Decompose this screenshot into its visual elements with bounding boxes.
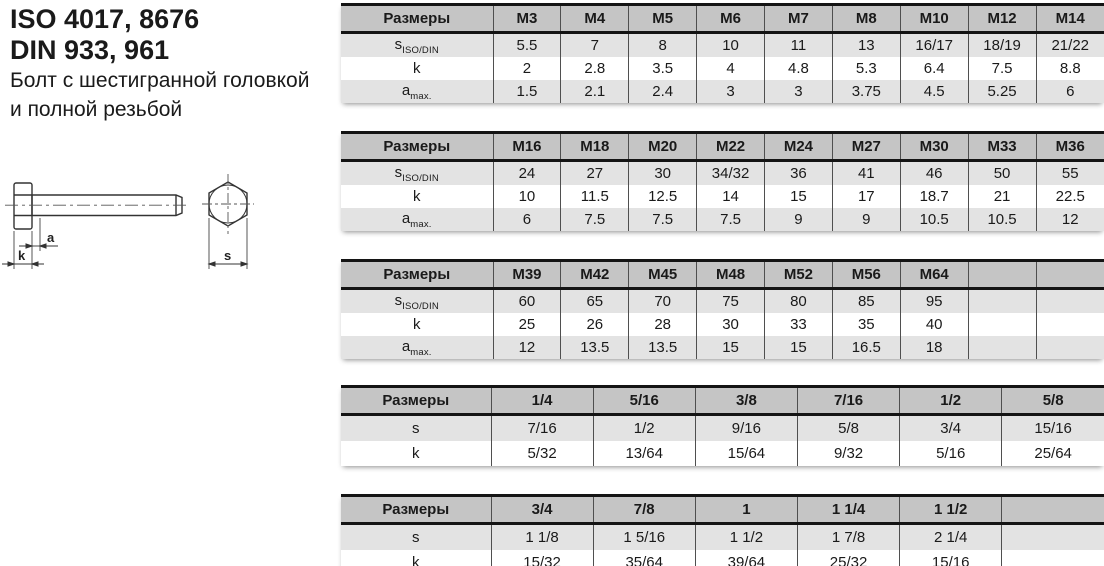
table-cell: 3 — [765, 80, 833, 103]
table-cell: 6 — [493, 208, 561, 231]
table-cell: 3.5 — [629, 57, 697, 80]
table-cell: 6.4 — [900, 57, 968, 80]
table-header-row — [341, 261, 1104, 289]
table-cell: 13.5 — [629, 336, 697, 359]
size-column-header: M48 — [697, 261, 765, 289]
table-cell: 17 — [832, 185, 900, 208]
row-label-s: $s_{ISO/DIN}$ — [341, 161, 493, 186]
table-metric-1 — [341, 3, 1104, 103]
table-cell — [1036, 289, 1104, 314]
table-cell: 25 — [493, 313, 561, 336]
table-cell: 1.5 — [493, 80, 561, 103]
size-column-header: M52 — [765, 261, 833, 289]
bolt-head-side — [14, 183, 32, 229]
table-cell: 13/64 — [593, 441, 695, 466]
table-cell: 13.5 — [561, 336, 629, 359]
size-column-header: M30 — [900, 133, 968, 161]
sizes-header-cell: Размеры — [341, 387, 491, 415]
table-cell: 9/16 — [695, 415, 797, 442]
table-cell: 2 — [493, 57, 561, 80]
row-label-a: $a_{max.}$ — [341, 208, 493, 231]
table-inch-1 — [341, 385, 1104, 466]
table-cell: 50 — [968, 161, 1036, 186]
table-metric-3 — [341, 259, 1104, 359]
table-cell: 7.5 — [629, 208, 697, 231]
size-column-header: 3/4 — [491, 496, 593, 524]
size-column-header: M27 — [832, 133, 900, 161]
size-column-header: M22 — [697, 133, 765, 161]
table-cell: 16.5 — [832, 336, 900, 359]
table-header-row — [341, 5, 1104, 33]
row-label-a: $a_{max.}$ — [341, 336, 493, 359]
table-cell: 2 1/4 — [900, 524, 1002, 551]
size-column-header — [1002, 496, 1104, 524]
row-label-k: k — [341, 313, 493, 336]
size-column-header: 1/2 — [900, 387, 1002, 415]
table-cell: 3/4 — [900, 415, 1002, 442]
table-cell: 18.7 — [900, 185, 968, 208]
standard-din-title: DIN 933, 961 — [10, 35, 170, 65]
table-cell: 16/17 — [900, 33, 968, 58]
table-cell: 5.3 — [832, 57, 900, 80]
table-cell: 4 — [697, 57, 765, 80]
table-cell: 35 — [832, 313, 900, 336]
table-cell: 2.8 — [561, 57, 629, 80]
table-cell: 30 — [697, 313, 765, 336]
table-row-s — [341, 524, 1104, 551]
size-column-header: M20 — [629, 133, 697, 161]
table-cell: 46 — [900, 161, 968, 186]
size-column-header: M33 — [968, 133, 1036, 161]
dimension-table-inch-2 — [341, 494, 1104, 566]
table-cell: 12 — [493, 336, 561, 359]
row-label-k: k — [341, 185, 493, 208]
table-cell: 65 — [561, 289, 629, 314]
table-row-a — [341, 336, 1104, 359]
table-cell: 9/32 — [797, 441, 899, 466]
bolt-drawing-svg — [0, 166, 270, 278]
table-cell: 2.1 — [561, 80, 629, 103]
table-cell: 24 — [493, 161, 561, 186]
table-cell: 75 — [697, 289, 765, 314]
size-column-header: M64 — [900, 261, 968, 289]
table-cell: 15 — [765, 185, 833, 208]
table-cell: 18 — [900, 336, 968, 359]
row-label-s: s — [341, 524, 491, 551]
table-header-row — [341, 133, 1104, 161]
table-cell: 6 — [1036, 80, 1104, 103]
table-cell: 21 — [968, 185, 1036, 208]
dimension-table-inch-1 — [341, 385, 1104, 466]
size-column-header: M14 — [1036, 5, 1104, 33]
table-cell: 85 — [832, 289, 900, 314]
sizes-header-cell: Размеры — [341, 133, 493, 161]
table-row-s — [341, 33, 1104, 58]
table-cell: 15/16 — [1002, 415, 1104, 442]
table-cell: 33 — [765, 313, 833, 336]
table-row-k — [341, 185, 1104, 208]
table-cell: 7.5 — [697, 208, 765, 231]
table-cell: 15/64 — [695, 441, 797, 466]
table-cell: 21/22 — [1036, 33, 1104, 58]
table-cell: 28 — [629, 313, 697, 336]
dim-k-label: k — [18, 248, 26, 263]
table-cell: 7/16 — [491, 415, 593, 442]
sizes-header-cell: Размеры — [341, 496, 491, 524]
table-cell: 25/64 — [1002, 441, 1104, 466]
table-cell: 5/32 — [491, 441, 593, 466]
table-cell: 5/16 — [900, 441, 1002, 466]
table-cell: 15 — [765, 336, 833, 359]
bolt-technical-drawing — [0, 166, 270, 278]
dimension-table-metric-1 — [341, 3, 1104, 103]
table-cell: 5.5 — [493, 33, 561, 58]
row-label-s: $s_{ISO/DIN}$ — [341, 33, 493, 58]
size-column-header: M16 — [493, 133, 561, 161]
table-cell: 1/2 — [593, 415, 695, 442]
size-column-header: M4 — [561, 5, 629, 33]
size-column-header: M10 — [900, 5, 968, 33]
table-cell: 2.4 — [629, 80, 697, 103]
table-header-row — [341, 387, 1104, 415]
table-cell: 15/16 — [900, 550, 1002, 566]
dim-a-label: a — [47, 230, 55, 245]
table-cell: 7.5 — [561, 208, 629, 231]
table-row-k — [341, 550, 1104, 566]
size-column-header: 1 1/4 — [797, 496, 899, 524]
size-column-header: M18 — [561, 133, 629, 161]
table-cell: 60 — [493, 289, 561, 314]
table-cell: 55 — [1036, 161, 1104, 186]
table-cell: 1 1/2 — [695, 524, 797, 551]
table-cell: 41 — [832, 161, 900, 186]
table-header-row — [341, 496, 1104, 524]
table-row-k — [341, 313, 1104, 336]
table-cell: 5.25 — [968, 80, 1036, 103]
table-cell: 11 — [765, 33, 833, 58]
table-cell: 4.8 — [765, 57, 833, 80]
row-label-s: $s_{ISO/DIN}$ — [341, 289, 493, 314]
table-cell — [1002, 524, 1104, 551]
dim-s-label: s — [224, 248, 232, 263]
size-column-header: M36 — [1036, 133, 1104, 161]
standard-iso-title: ISO 4017, 8676 — [10, 4, 200, 34]
table-row-k — [341, 57, 1104, 80]
table-cell: 8 — [629, 33, 697, 58]
row-label-k: k — [341, 441, 491, 466]
table-cell: 12.5 — [629, 185, 697, 208]
table-row-s — [341, 415, 1104, 442]
table-cell: 18/19 — [968, 33, 1036, 58]
size-column-header: 1/4 — [491, 387, 593, 415]
size-column-header: M56 — [832, 261, 900, 289]
table-cell: 10 — [697, 33, 765, 58]
table-cell: 7.5 — [968, 57, 1036, 80]
size-column-header — [968, 261, 1036, 289]
table-cell — [1036, 313, 1104, 336]
table-cell: 14 — [697, 185, 765, 208]
table-cell: 15/32 — [491, 550, 593, 566]
table-cell: 3.75 — [832, 80, 900, 103]
table-cell: 36 — [765, 161, 833, 186]
title-block — [10, 4, 340, 124]
table-row-s — [341, 289, 1104, 314]
table-cell: 1 1/8 — [491, 524, 593, 551]
size-column-header: 1 — [695, 496, 797, 524]
table-inch-2 — [341, 494, 1104, 566]
table-cell: 13 — [832, 33, 900, 58]
table-metric-2 — [341, 131, 1104, 231]
product-description-line2: и полной резьбой — [10, 98, 183, 121]
table-row-a — [341, 80, 1104, 103]
sizes-header-cell: Размеры — [341, 5, 493, 33]
table-cell: 9 — [832, 208, 900, 231]
row-label-k: k — [341, 57, 493, 80]
size-column-header: M6 — [697, 5, 765, 33]
table-row-a — [341, 208, 1104, 231]
table-cell: 80 — [765, 289, 833, 314]
size-column-header: M42 — [561, 261, 629, 289]
size-column-header: M5 — [629, 5, 697, 33]
table-cell: 40 — [900, 313, 968, 336]
table-cell: 30 — [629, 161, 697, 186]
dimension-table-metric-3 — [341, 259, 1104, 359]
table-cell: 3 — [697, 80, 765, 103]
table-cell: 4.5 — [900, 80, 968, 103]
size-column-header: M7 — [765, 5, 833, 33]
table-cell — [1036, 336, 1104, 359]
sizes-header-cell: Размеры — [341, 261, 493, 289]
size-column-header: M45 — [629, 261, 697, 289]
table-cell: 25/32 — [797, 550, 899, 566]
table-cell — [968, 313, 1036, 336]
table-row-k — [341, 441, 1104, 466]
dimension-tables-area — [341, 3, 1104, 566]
row-label-s: s — [341, 415, 491, 442]
size-column-header: M12 — [968, 5, 1036, 33]
table-cell — [968, 336, 1036, 359]
table-cell: 39/64 — [695, 550, 797, 566]
size-column-header: 5/8 — [1002, 387, 1104, 415]
table-cell: 34/32 — [697, 161, 765, 186]
table-cell: 10 — [493, 185, 561, 208]
size-column-header: M24 — [765, 133, 833, 161]
size-column-header: 7/8 — [593, 496, 695, 524]
table-cell: 9 — [765, 208, 833, 231]
table-row-s — [341, 161, 1104, 186]
table-cell: 7 — [561, 33, 629, 58]
table-cell: 10.5 — [968, 208, 1036, 231]
row-label-k: k — [341, 550, 491, 566]
table-cell: 27 — [561, 161, 629, 186]
size-column-header: 1 1/2 — [900, 496, 1002, 524]
size-column-header: M3 — [493, 5, 561, 33]
table-cell: 10.5 — [900, 208, 968, 231]
table-cell — [1002, 550, 1104, 566]
size-column-header: 5/16 — [593, 387, 695, 415]
table-cell: 1 7/8 — [797, 524, 899, 551]
table-cell: 1 5/16 — [593, 524, 695, 551]
table-cell: 95 — [900, 289, 968, 314]
product-description-line1: Болт с шестигранной головкой — [10, 69, 310, 92]
table-cell: 12 — [1036, 208, 1104, 231]
table-cell: 22.5 — [1036, 185, 1104, 208]
table-cell: 5/8 — [797, 415, 899, 442]
table-cell: 35/64 — [593, 550, 695, 566]
table-cell: 15 — [697, 336, 765, 359]
table-cell: 8.8 — [1036, 57, 1104, 80]
size-column-header — [1036, 261, 1104, 289]
size-column-header: 3/8 — [695, 387, 797, 415]
table-cell: 26 — [561, 313, 629, 336]
table-cell: 11.5 — [561, 185, 629, 208]
size-column-header: 7/16 — [797, 387, 899, 415]
row-label-a: $a_{max.}$ — [341, 80, 493, 103]
table-cell: 70 — [629, 289, 697, 314]
table-cell — [968, 289, 1036, 314]
dimension-table-metric-2 — [341, 131, 1104, 231]
size-column-header: M39 — [493, 261, 561, 289]
size-column-header: M8 — [832, 5, 900, 33]
